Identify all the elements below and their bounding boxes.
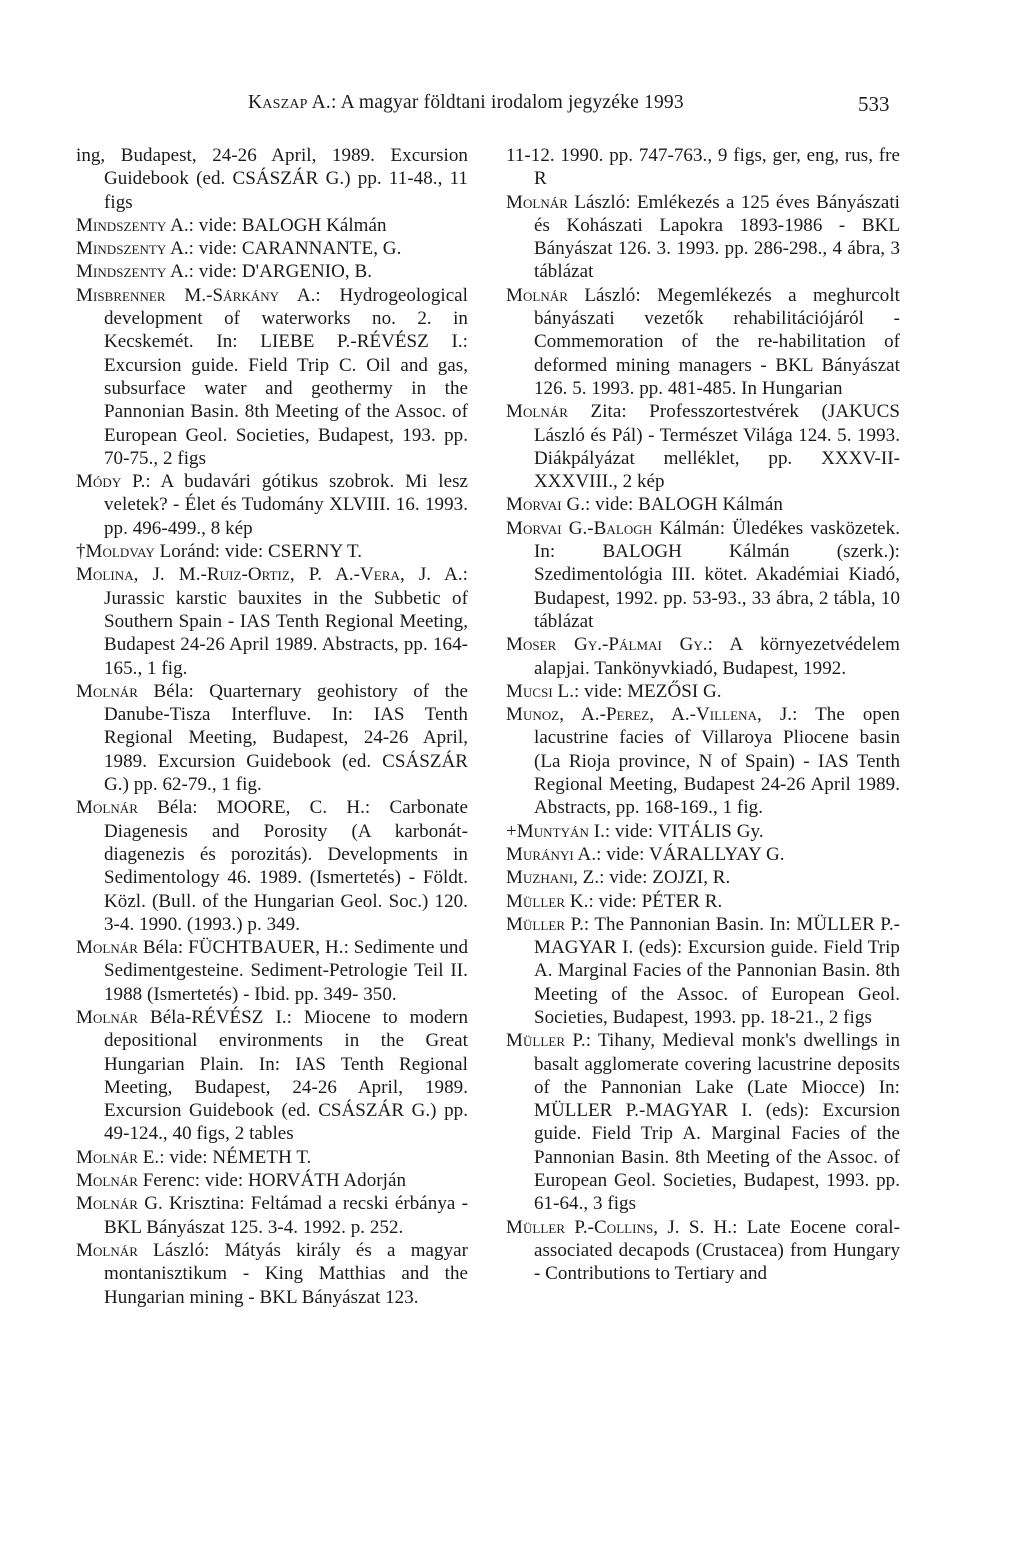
bibliography-entry (506, 820, 900, 843)
bibliography-entry (76, 936, 468, 1006)
running-header (0, 92, 1024, 120)
entry-author: Molnár (76, 1239, 138, 1261)
bibliography-entry (76, 470, 468, 540)
bibliography-entry (76, 284, 468, 470)
entry-text: : A budavári gótikus szobrok. Mi lesz veletek? - Élet és Tudomány XLVIII. 16. 1993. pp. 496-499., 8 kép (104, 471, 468, 539)
entry-text: László: Megemlékezés a meghurcolt bányászati vezetők rehabilitációjáról - Commemoration of the re-habilitation of deformed mining managers - BKL Bányászat 126. 5. 1993. pp. 481-485. In Hungarian (534, 284, 900, 399)
bibliography-entry (76, 796, 468, 936)
bibliography-entry (506, 890, 900, 913)
entry-text: : Jurassic karstic bauxites in the Subbetic of Southern Spain - IAS Tenth Regional Meeting, Budapest 24-26 April 1989. Abstracts, pp. 164-165., 1 fig. (104, 564, 468, 679)
entry-author: Moser Gy.-Pálmai Gy. (506, 634, 708, 656)
entry-text: : Tihany, Medieval monk's dwellings in basalt agglomerate covering lacustrine deposits of the Pannonian Lake (Late Miocce) In: MÜLLER P.-MAGYAR I. (eds): Excursion guide. Field Trip A. Marginal Facies of the Pannonian Basin. 8th Meeting of the Assoc. of European Geol. Societies, Budapest, 1993. pp. 61-64., 3 figs (534, 1030, 901, 1215)
entry-author: Molnár G. (76, 1193, 163, 1215)
bibliography-entry (76, 144, 468, 214)
entry-author: Misbrenner M.-Sárkány A. (76, 284, 316, 306)
entry-text: Béla: Quarternary geohistory of the Danube-Tisza Interfluve. In: IAS Tenth Regional Meeting, Budapest, 24-26 April, 1989. Excursion Guidebook (ed. CSÁSZÁR G.) pp. 62-79., 1 fig. (104, 680, 468, 796)
bibliography-entry (76, 680, 468, 796)
entry-text: ing, Budapest, 24-26 April, 1989. Excursion Guidebook (ed. CSÁSZÁR G.) pp. 11-48., 11 figs (76, 145, 468, 213)
entry-text: : vide: D'ARGENIO, B. (188, 261, 373, 283)
header-title-rest: : A magyar földtani irodalom jegyzéke 1993 (330, 92, 684, 113)
bibliography-entry (76, 1192, 468, 1239)
bibliography-entry (76, 214, 468, 237)
entry-author: †Moldvay (76, 541, 155, 563)
entry-text: : vide: BALOGH Kálmán (585, 494, 783, 516)
entry-author: Molnár (506, 284, 568, 306)
entry-author: Müller P. (506, 913, 584, 935)
entry-author: Módy P. (76, 471, 146, 493)
bibliography-entry (506, 284, 900, 400)
entry-author: Mindszenty A. (76, 261, 189, 283)
entry-author: Mindszenty A. (76, 214, 189, 236)
entry-author: Molnár E. (76, 1146, 160, 1168)
entry-author: Molnár (506, 191, 568, 213)
entry-text: Zita: Professzortestvérek (JAKUCS László és Pál) - Természet Világa 124. 5. 1993. Diákpályázat melléklet, pp. XXXV-II-XXXVIII., 2 kép (534, 401, 900, 493)
entry-text: : Late Eocene coral-associated decapods (Crustacea) from Hungary - Contributions to Tertiary and (534, 1216, 900, 1285)
bibliography-entry (76, 260, 468, 283)
bibliography-entry (506, 913, 900, 1029)
entry-text: : Hydrogeological development of waterworks no. 2. in Kecskemét. In: LIEBE P.-RÉVÉSZ I.: Excursion guide. Field Trip C. Oil and gas, subsurface water and geothermy in the Pannonian Basin. 8th Meeting of the Assoc. of European Geol. Societies, Budapest, 193. pp. 70-75., 2 figs (104, 284, 468, 469)
entry-author: Molnár (506, 401, 568, 423)
bibliography-entry (506, 633, 900, 680)
entry-text: László: Emlékezés a 125 éves Bányászati és Kohászati Lapokra 1893-1986 - BKL Bányászat 126. 3. 1993. pp. 286-298., 4 ábra, 3 táblázat (534, 191, 900, 283)
left-column (76, 144, 468, 1309)
entry-author: Molnár (76, 937, 138, 959)
bibliography-entry (76, 540, 468, 563)
entry-text: Béla-RÉVÉSZ I.: Miocene to modern depositional environments in the Great Hungarian Plain. In: IAS Tenth Regional Meeting, Budapest, 24-26 April, 1989. Excursion Guidebook (ed. CSÁSZÁR G.) pp. 49-124., 40 figs, 2 tables (104, 1006, 468, 1145)
entry-author: Molnár (76, 1170, 138, 1192)
entry-text: Krisztina: Feltámad a recski érbánya - BKL Bányászat 125. 3-4. 1992. p. 252. (104, 1193, 468, 1238)
entry-text: Kálmán: Üledékes vasközetek. In: BALOGH Kálmán (szerk.): Szedimentológia III. kötet. Akadémiai Kiadó, Budapest, 1992. pp. 53-93., 33 ábra, 2 tábla, 10 táblázat (534, 517, 900, 632)
entry-text: Ferenc: vide: HORVÁTH Adorján (137, 1170, 407, 1192)
entry-text: Béla: FÜCHTBAUER, H.: Sedimente und Sedimentgesteine. Sediment-Petrologie Teil II. 1988 (Ismertetés) - Ibid. pp. 349- 350. (104, 937, 468, 1005)
entry-author: Müller P.-Collins, J. S. H. (506, 1216, 733, 1238)
entry-text: : vide: MEZŐSI G. (574, 680, 722, 702)
entry-text: : vide: ZOJZI, R. (599, 867, 731, 889)
entry-text: Béla: MOORE, C. H.: Carbonate Diagenesis and Porosity (A karbonát-diagenezis és porozitás). Developments in Sedimentology 46. 1989. (Ismertetés) - Földt. Közl. (Bull. of the Hungarian Geol. Soc.) 120. 3-4. 1990. (1993.) p. 349. (104, 797, 468, 935)
entry-text: : vide: VITÁLIS Gy. (604, 820, 764, 842)
bibliography-entry (506, 843, 900, 866)
bibliography-entry (506, 144, 900, 191)
bibliography-entry (506, 400, 900, 493)
bibliography-entry (76, 1239, 468, 1309)
bibliography-entry (76, 1006, 468, 1146)
entry-text: : The Pannonian Basin. In: MÜLLER P.-MAGYAR I. (eds): Excursion guide. Field Trip A. Marginal Facies of the Pannonian Basin. 8th Meeting of the Assoc. of European Geol. Societies, Budapest, 1993. pp. 18-21., 2 figs (534, 913, 900, 1028)
bibliography-entry (506, 703, 900, 819)
header-author: Kaszap A. (248, 92, 331, 113)
entry-text: László: Mátyás király és a magyar montanisztikum - King Matthias and the Hungarian mining - BKL Bányászat 123. (104, 1239, 468, 1308)
entry-text: : The open lacustrine facies of Villaroya Pliocene basin (La Rioja province, N of Spain) - IAS Tenth Regional Meeting, Budapest 24-26 April 1989. Abstracts, pp. 168-169., 1 fig. (534, 704, 900, 819)
bibliography-entry (76, 1169, 468, 1192)
entry-text: Loránd: vide: CSERNY T. (154, 541, 363, 563)
bibliography-entry (506, 1029, 900, 1215)
entry-author: Morvai G.-Balogh (506, 517, 653, 539)
bibliography-entry (76, 563, 468, 679)
entry-author: Molnár (76, 680, 138, 702)
bibliography-entry (506, 866, 900, 889)
entry-text: : vide: NÉMETH T. (159, 1146, 312, 1168)
entry-text: : vide: BALOGH Kálmán (188, 214, 387, 236)
bibliography-entry (506, 680, 900, 703)
entry-text: : vide: PÉTER R. (588, 890, 723, 912)
entry-text: 11-12. 1990. pp. 747-763., 9 figs, ger, eng, rus, fre R (506, 145, 900, 190)
entry-text: : A környezetvédelem alapjai. Tankönyvkiadó, Budapest, 1992. (534, 634, 901, 679)
entry-text: : vide: CARANNANTE, G. (188, 238, 402, 260)
entry-author: Murányi A. (506, 843, 597, 865)
bibliography-entry (76, 237, 468, 260)
entry-author: Morvai G. (506, 494, 586, 516)
bibliography-entry (76, 1146, 468, 1169)
entry-author: +Muntyán I. (506, 820, 605, 842)
entry-text: : vide: VÁRALLYAY G. (596, 843, 785, 865)
entry-author: Müller P. (506, 1030, 586, 1052)
entry-author: Molina, J. M.-Ruiz-Ortiz, P. A.-Vera, J. A. (76, 564, 463, 586)
entry-author: Mucsi L. (506, 680, 575, 702)
entry-author: Molnár (76, 1006, 138, 1028)
entry-author: Molnár (76, 797, 138, 819)
bibliography-entry (506, 1216, 900, 1286)
entry-author: Muzhani, Z. (506, 867, 600, 889)
header-title (248, 92, 684, 114)
entry-author: Munoz, A.-Perez, A.-Villena, J. (506, 704, 793, 726)
bibliography-entry (506, 191, 900, 284)
right-column (506, 144, 900, 1286)
bibliography-entry (506, 493, 900, 516)
page-number: 533 (858, 92, 890, 116)
entry-author: Mindszenty A. (76, 238, 189, 260)
bibliography-entry (506, 517, 900, 633)
entry-author: Müller K. (506, 890, 589, 912)
